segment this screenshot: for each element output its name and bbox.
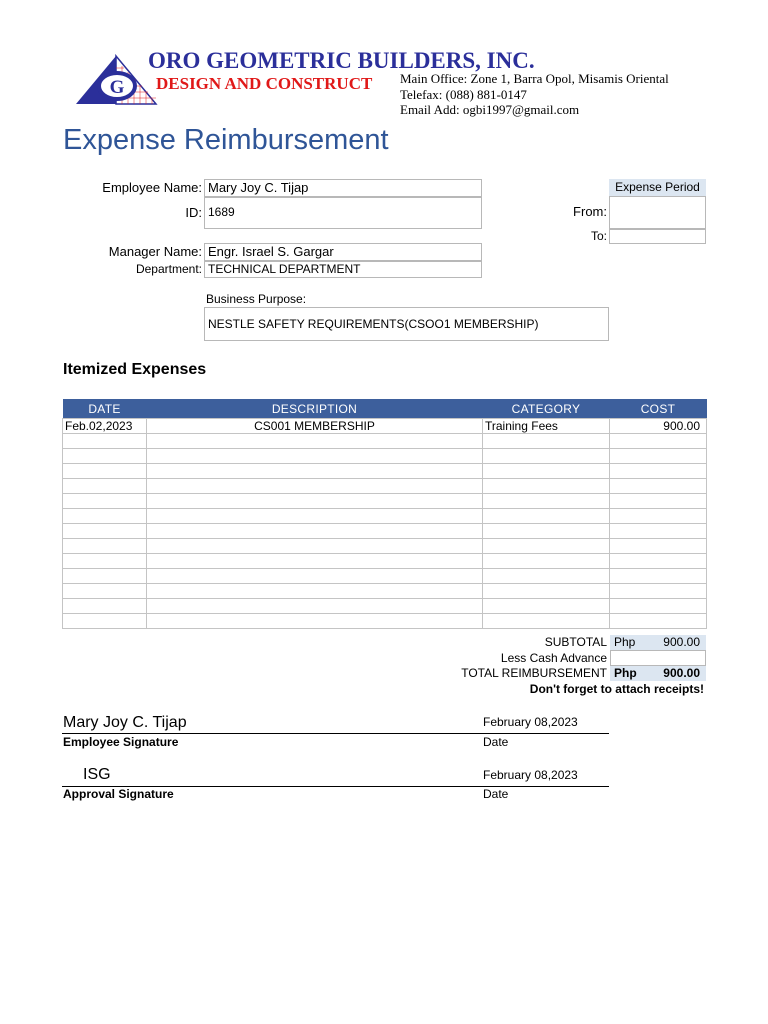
approval-signature-caption: Approval Signature	[63, 787, 174, 801]
business-purpose-label: Business Purpose:	[206, 292, 307, 306]
table-row	[63, 419, 707, 434]
category-cell[interactable]	[483, 494, 610, 509]
table-row	[63, 524, 707, 539]
category-cell[interactable]	[483, 524, 610, 539]
date-cell[interactable]: Feb.02,2023	[63, 419, 147, 434]
description-cell[interactable]	[147, 599, 483, 614]
date-cell[interactable]	[63, 449, 147, 464]
cost-cell[interactable]	[610, 434, 707, 449]
cost-cell[interactable]	[610, 479, 707, 494]
employee-signature-name: Mary Joy C. Tijap	[63, 714, 187, 731]
table-header-row	[63, 399, 707, 419]
approval-signature-date: February 08,2023	[483, 768, 578, 782]
employee-signature-date: February 08,2023	[483, 715, 578, 729]
description-cell[interactable]	[147, 434, 483, 449]
category-cell[interactable]	[483, 539, 610, 554]
id-label: ID:	[185, 205, 202, 220]
subtotal-value	[610, 635, 706, 650]
description-cell[interactable]	[147, 494, 483, 509]
to-label: To:	[590, 229, 607, 243]
cost-cell[interactable]	[610, 539, 707, 554]
table-row	[63, 554, 707, 569]
table-row	[63, 509, 707, 524]
table-row	[63, 599, 707, 614]
category-cell[interactable]	[483, 434, 610, 449]
table-row	[63, 614, 707, 629]
table-row	[63, 479, 707, 494]
itemized-expenses-heading: Itemized Expenses	[63, 361, 207, 378]
description-cell[interactable]	[147, 554, 483, 569]
employee-signature-caption: Employee Signature	[63, 735, 179, 749]
subtotal-label: SUBTOTAL	[544, 635, 607, 649]
to-date-field[interactable]	[609, 229, 706, 244]
description-cell[interactable]	[147, 479, 483, 494]
category-cell[interactable]	[483, 599, 610, 614]
company-tagline: DESIGN AND CONSTRUCT	[156, 74, 373, 93]
table-row	[63, 569, 707, 584]
receipts-reminder: Don't forget to attach receipts!	[529, 682, 704, 696]
business-purpose-field[interactable]: NESTLE SAFETY REQUIREMENTS(CSOO1 MEMBERSHIP)	[204, 307, 609, 341]
cost-cell[interactable]	[610, 569, 707, 584]
description-cell[interactable]	[147, 464, 483, 479]
cost-cell[interactable]	[610, 509, 707, 524]
description-cell[interactable]	[147, 524, 483, 539]
less-cash-advance-label: Less Cash Advance	[500, 651, 607, 665]
expense-table	[62, 399, 707, 629]
description-cell[interactable]	[147, 584, 483, 599]
table-row	[63, 434, 707, 449]
cost-cell[interactable]	[610, 599, 707, 614]
column-header-date: DATE	[63, 399, 147, 419]
approval-date-caption: Date	[483, 787, 509, 801]
date-cell[interactable]	[63, 464, 147, 479]
cost-cell[interactable]	[610, 614, 707, 629]
category-cell[interactable]	[483, 614, 610, 629]
cost-cell[interactable]	[610, 449, 707, 464]
logo-letter: G	[109, 77, 125, 98]
date-cell[interactable]	[63, 434, 147, 449]
table-row	[63, 449, 707, 464]
category-cell[interactable]	[483, 479, 610, 494]
date-cell[interactable]	[63, 524, 147, 539]
table-row	[63, 584, 707, 599]
approval-signature-name: ISG	[83, 766, 111, 783]
description-cell[interactable]	[147, 509, 483, 524]
column-header-cost: COST	[610, 399, 707, 419]
date-cell[interactable]	[63, 479, 147, 494]
date-cell[interactable]	[63, 554, 147, 569]
expense-period-header: Expense Period	[609, 179, 706, 196]
total-amount: 900.00	[663, 666, 700, 680]
department-label: Department:	[135, 262, 202, 276]
total-reimbursement-value	[610, 666, 706, 681]
company-logo	[72, 52, 158, 110]
description-cell[interactable]	[147, 539, 483, 554]
date-cell[interactable]	[63, 614, 147, 629]
description-cell[interactable]	[147, 449, 483, 464]
category-cell[interactable]	[483, 554, 610, 569]
id-field[interactable]: 1689	[204, 197, 482, 229]
employee-signature-line	[62, 733, 609, 734]
page-title: Expense Reimbursement	[63, 124, 389, 156]
employee-name-field[interactable]: Mary Joy C. Tijap	[204, 179, 482, 197]
email-address: Email Add: ogbi1997@gmail.com	[400, 102, 580, 117]
cost-cell[interactable]	[610, 524, 707, 539]
date-cell[interactable]	[63, 599, 147, 614]
company-name: ORO GEOMETRIC BUILDERS, INC.	[148, 48, 535, 73]
date-cell[interactable]	[63, 509, 147, 524]
from-label: From:	[573, 204, 607, 219]
total-currency: Php	[614, 666, 637, 680]
total-reimbursement-label: TOTAL REIMBURSEMENT	[461, 666, 607, 680]
cost-cell[interactable]	[610, 494, 707, 509]
date-cell[interactable]	[63, 539, 147, 554]
table-row	[63, 494, 707, 509]
telefax: Telefax: (088) 881-0147	[400, 87, 527, 102]
employee-name-label: Employee Name:	[102, 180, 202, 195]
cost-cell[interactable]	[610, 554, 707, 569]
table-row	[63, 464, 707, 479]
cost-cell[interactable]	[610, 584, 707, 599]
date-cell[interactable]	[63, 584, 147, 599]
cost-cell[interactable]	[610, 464, 707, 479]
department-field[interactable]: TECHNICAL DEPARTMENT	[204, 261, 482, 278]
category-cell[interactable]	[483, 569, 610, 584]
description-cell[interactable]	[147, 614, 483, 629]
less-cash-advance-field[interactable]	[610, 650, 706, 666]
from-date-field[interactable]	[609, 196, 706, 229]
category-cell[interactable]	[483, 449, 610, 464]
subtotal-currency: Php	[614, 635, 636, 649]
main-office-address: Main Office: Zone 1, Barra Opol, Misamis Oriental	[400, 71, 669, 86]
column-header-description: DESCRIPTION	[147, 399, 483, 419]
column-header-category: CATEGORY	[483, 399, 610, 419]
description-cell[interactable]: CS001 MEMBERSHIP	[147, 419, 483, 434]
category-cell[interactable]: Training Fees	[483, 419, 610, 434]
description-cell[interactable]	[147, 569, 483, 584]
date-cell[interactable]	[63, 569, 147, 584]
category-cell[interactable]	[483, 584, 610, 599]
table-row	[63, 539, 707, 554]
manager-name-field[interactable]: Engr. Israel S. Gargar	[204, 243, 482, 261]
category-cell[interactable]	[483, 464, 610, 479]
subtotal-amount: 900.00	[663, 635, 700, 649]
employee-date-caption: Date	[483, 735, 509, 749]
cost-cell[interactable]: 900.00	[610, 419, 707, 434]
category-cell[interactable]	[483, 509, 610, 524]
manager-name-label: Manager Name:	[108, 244, 202, 259]
date-cell[interactable]	[63, 494, 147, 509]
